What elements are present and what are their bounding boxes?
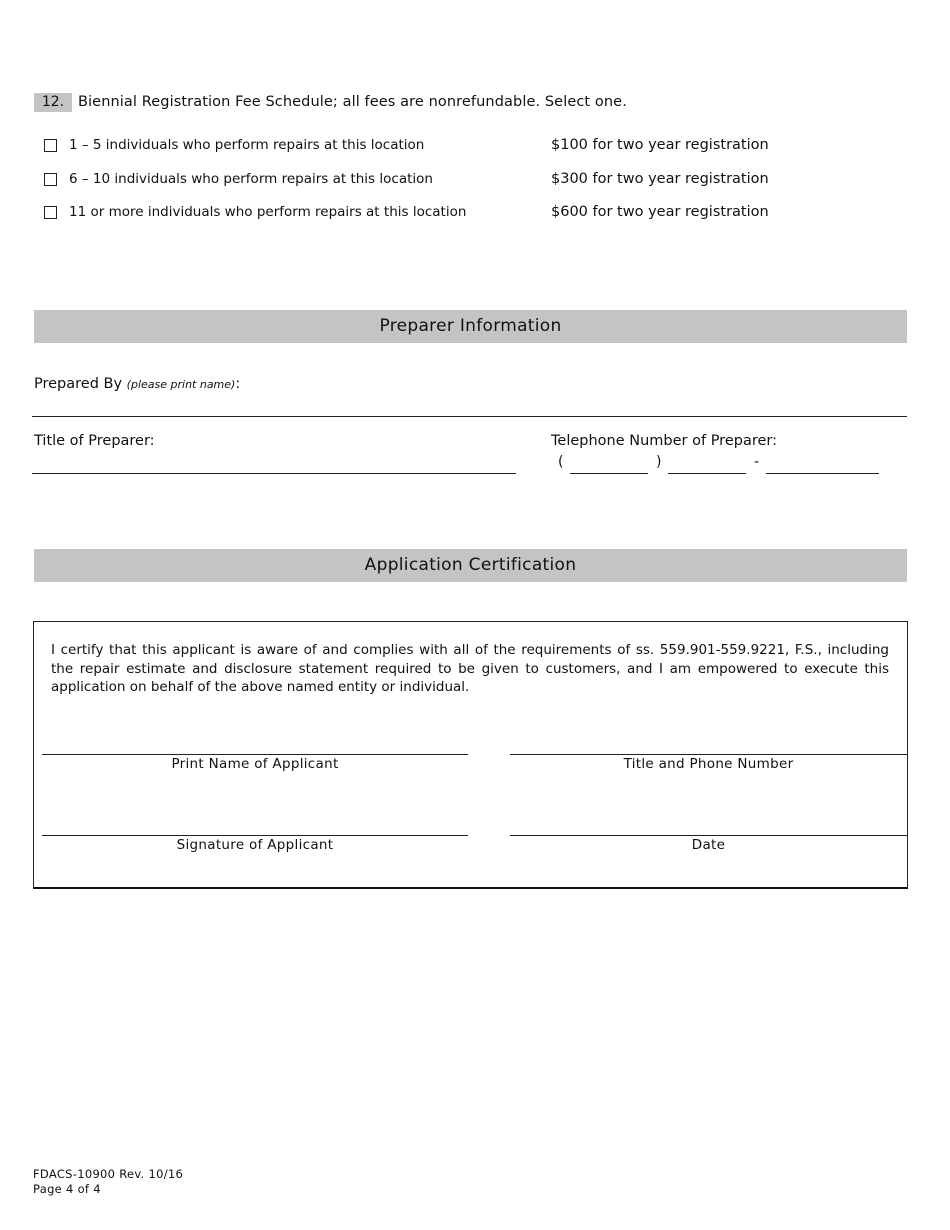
phone-dash: - — [754, 454, 760, 470]
certification-statement: I certify that this applicant is aware of and complies with all of the requirements of ss. 559.901-559.9221, F.S., including the repair estimate and disclosure statement required to be given to customers, and I am empowered to execute this application on behalf of the above named entity or individual. — [51, 642, 889, 695]
date-label: Date — [691, 837, 726, 853]
print-name-label: Print Name of Applicant — [171, 756, 339, 772]
title-of-preparer-label: Title of Preparer: — [34, 433, 155, 449]
question-number: 12. — [34, 93, 72, 112]
prepared-by-colon: : — [235, 376, 241, 392]
fee-option-2-fee: $300 for two year registration — [551, 171, 769, 187]
fee-option-2-label: 6 – 10 individuals who perform repairs at this location — [69, 171, 433, 187]
preparer-section-heading: Preparer Information — [34, 310, 907, 343]
phone-line-number-field[interactable] — [766, 473, 879, 474]
page-number: Page 4 of 4 — [33, 1182, 101, 1196]
form-id: FDACS-10900 Rev. 10/16 — [33, 1167, 184, 1181]
signature-label: Signature of Applicant — [176, 837, 334, 853]
fee-option-3-checkbox[interactable] — [44, 206, 57, 219]
fee-option-3-label: 11 or more individuals who perform repairs at this location — [69, 204, 467, 220]
certification-section-heading: Application Certification — [34, 549, 907, 582]
fee-option-1-label: 1 – 5 individuals who perform repairs at this location — [69, 137, 425, 153]
telephone-label: Telephone Number of Preparer: — [551, 433, 777, 449]
phone-area-code-field[interactable] — [570, 473, 648, 474]
fee-option-1-checkbox[interactable] — [44, 139, 57, 152]
fee-option-3 — [44, 203, 804, 223]
prepared-by-text: Prepared By — [34, 376, 123, 392]
title-phone-label: Title and Phone Number — [623, 756, 794, 772]
title-of-preparer-field[interactable] — [32, 473, 516, 474]
prepared-by-label — [34, 375, 240, 394]
phone-close-paren: ) — [656, 454, 662, 470]
prepared-by-hint: (please print name) — [126, 378, 236, 391]
phone-open-paren: ( — [558, 454, 564, 470]
phone-prefix-field[interactable] — [668, 473, 746, 474]
question-text: Biennial Registration Fee Schedule; all fees are nonrefundable. Select one. — [78, 94, 627, 110]
fee-option-3-fee: $600 for two year registration — [551, 204, 769, 220]
fee-option-2 — [44, 170, 804, 190]
fee-option-2-checkbox[interactable] — [44, 173, 57, 186]
prepared-by-field[interactable] — [32, 416, 907, 417]
fee-option-1-fee: $100 for two year registration — [551, 137, 769, 153]
fee-option-1 — [44, 136, 804, 156]
